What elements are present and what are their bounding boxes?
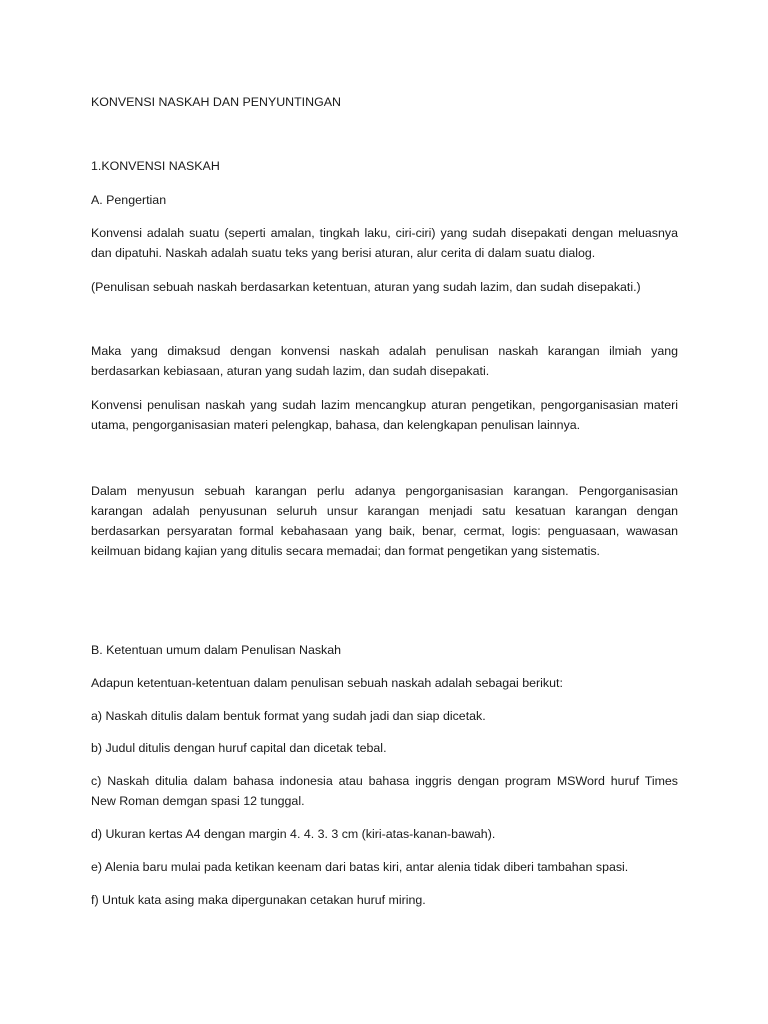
list-item: c) Naskah ditulia dalam bahasa indonesia atau bahasa inggris dengan program MSWord huruf Times [91,774,678,788]
list-item: e) Alenia baru mulai pada ketikan keenam dari batas kiri, antar alenia tidak diberi tambahan spasi. [91,860,629,874]
subheading-ketentuan-umum: B. Ketentuan umum dalam Penulisan Naskah [91,643,342,657]
paragraph-line: utama, pengorganisasian materi pelengkap, bahasa, dan kelengkapan penulisan lainnya. [91,418,581,432]
document-title: KONVENSI NASKAH DAN PENYUNTINGAN [91,95,341,109]
list-item: a) Naskah ditulis dalam bentuk format yang sudah jadi dan siap dicetak. [91,709,486,723]
paragraph-line: karangan adalah penyusunan seluruh unsur karangan menjadi satu kesatuan karangan dengan [91,504,678,518]
paragraph-line: Konvensi penulisan naskah yang sudah lazim mencangkup aturan pengetikan, pengorganisasian materi [91,398,678,412]
list-item: d) Ukuran kertas A4 dengan margin 4. 4. 3. 3 cm (kiri-atas-kanan-bawah). [91,827,496,841]
subheading-pengertian: A. Pengertian [91,193,167,207]
paragraph-line: dan dipatuhi. Naskah adalah suatu teks yang berisi aturan, alur cerita di dalam suatu dialog. [91,246,596,260]
paragraph-line: berdasarkan kebiasaan, aturan yang sudah lazim, dan sudah disepakati. [91,364,490,378]
list-item: f) Untuk kata asing maka dipergunakan cetakan huruf miring. [91,893,426,907]
paragraph-line: (Penulisan sebuah naskah berdasarkan ketentuan, aturan yang sudah lazim, dan sudah disepakati.) [91,280,641,294]
paragraph-line: Dalam menyusun sebuah karangan perlu adanya pengorganisasian karangan. Pengorganisasian [91,484,678,498]
paragraph-line: Maka yang dimaksud dengan konvensi naskah adalah penulisan naskah karangan ilmiah yang [91,344,678,358]
paragraph-line: Adapun ketentuan-ketentuan dalam penulisan sebuah naskah adalah sebagai berikut: [91,676,563,690]
list-item: b) Judul ditulis dengan huruf capital dan dicetak tebal. [91,741,387,755]
paragraph-line: Konvensi adalah suatu (seperti amalan, tingkah laku, ciri-ciri) yang sudah disepakati dengan meluasnya [91,226,678,240]
section-heading-konvensi-naskah: 1.KONVENSI NASKAH [91,159,220,173]
paragraph-line: keilmuan bidang kajian yang ditulis secara memadai; dan format pengetikan yang sistematis. [91,544,600,558]
paragraph-line: berdasarkan persyaratan formal kebahasaan yang baik, benar, cermat, logis: penguasaan, wawasan [91,524,678,538]
list-item-continuation: New Roman demgan spasi 12 tunggal. [91,794,305,808]
